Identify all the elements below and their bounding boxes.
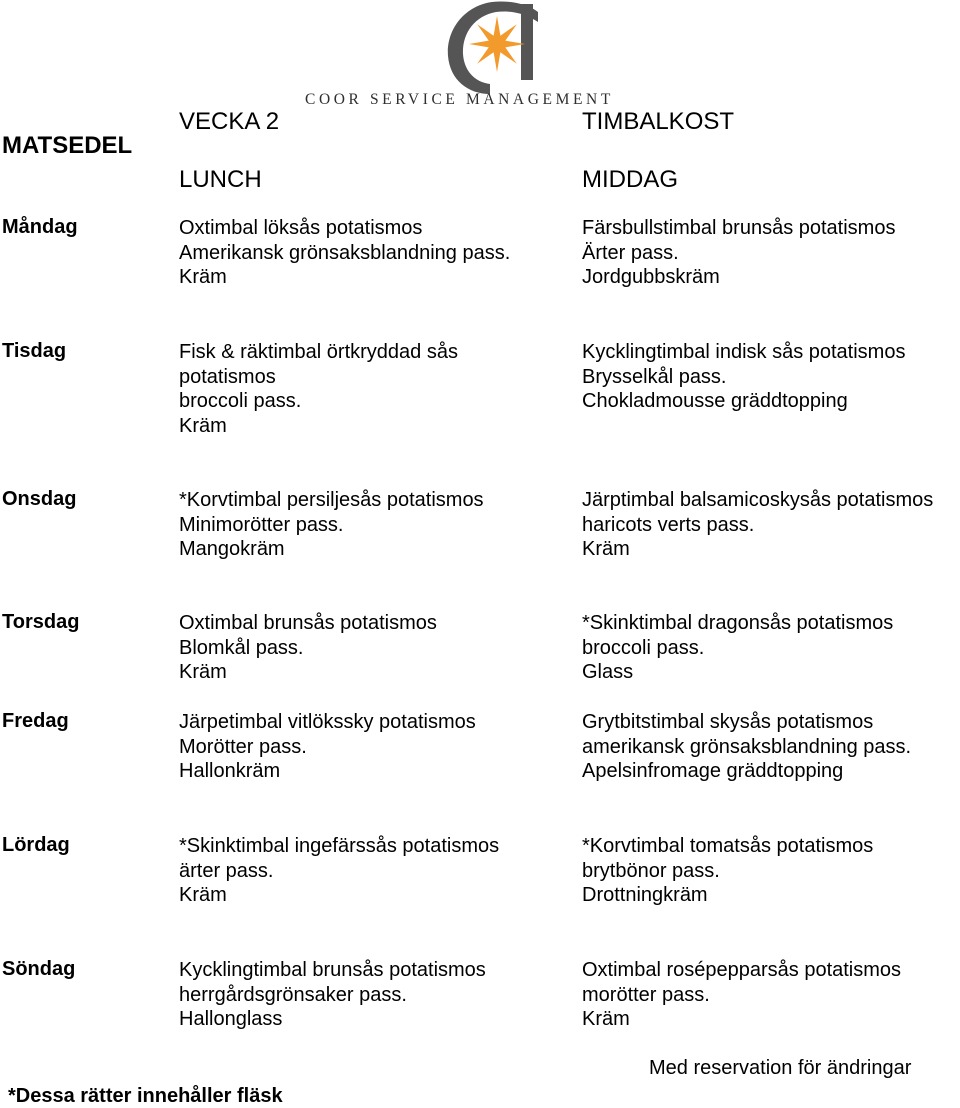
reservation-note: Med reservation för ändringar: [649, 1057, 912, 1079]
lunch-dish-line: Oxtimbal brunsås potatismos: [179, 612, 437, 634]
page-title: MATSEDEL: [2, 132, 133, 159]
day-name: Tisdag: [2, 340, 67, 362]
lunch-dish-line: Kräm: [179, 414, 227, 437]
dinner-dish-line: Järptimbal balsamicoskysås potatismos: [582, 489, 934, 511]
lunch-dish-line: Amerikansk grönsaksblandning pass.: [179, 241, 511, 264]
lunch-dish-line: Kräm: [179, 266, 227, 289]
day-name: Onsdag: [2, 488, 77, 510]
dinner-dish-line: Kycklingtimbal indisk sås potatismos: [582, 341, 906, 363]
dinner-dish-line: morötter pass.: [582, 983, 710, 1006]
dinner-dish-line: Glass: [582, 661, 634, 684]
lunch-dish-line: Mangokräm: [179, 538, 285, 561]
week-label: VECKA 2: [179, 108, 280, 135]
day-name: Torsdag: [2, 611, 80, 633]
dinner-dish-line: Kräm: [582, 1008, 630, 1031]
dinner-dish-line: *Skinktimbal dragonsås potatismos: [582, 612, 894, 634]
lunch-dish-line: Hallonkräm: [179, 760, 281, 783]
dinner-dish-line: Kräm: [582, 538, 630, 561]
dinner-dish-line: broccoli pass.: [582, 636, 705, 659]
star-icon: [469, 16, 525, 72]
dinner-dish-line: Brysselkål pass.: [582, 365, 727, 388]
lunch-heading: LUNCH: [179, 166, 262, 193]
pork-note: *Dessa rätter innehåller fläsk: [8, 1085, 283, 1107]
lunch-cell: [179, 834, 499, 908]
lunch-cell: [179, 216, 510, 290]
dinner-heading: MIDDAG: [582, 166, 678, 193]
dinner-dish-line: brytbönor pass.: [582, 859, 720, 882]
lunch-dish-line: ärter pass.: [179, 859, 274, 882]
lunch-dish-line: Kräm: [179, 661, 227, 684]
dinner-dish-line: Grytbitstimbal skysås potatismos: [582, 711, 874, 733]
lunch-dish-line: *Skinktimbal ingefärssås potatismos: [179, 835, 500, 857]
lunch-cell: [179, 958, 486, 1032]
dinner-dish-line: Oxtimbal rosépepparsås potatismos: [582, 959, 902, 981]
lunch-dish-line: Blomkål pass.: [179, 636, 304, 659]
dinner-cell: [582, 216, 895, 290]
day-name: Fredag: [2, 710, 69, 732]
lunch-dish-line: Oxtimbal löksås potatismos: [179, 217, 423, 239]
dinner-dish-line: Chokladmousse gräddtopping: [582, 390, 848, 413]
day-name: Söndag: [2, 958, 76, 980]
lunch-dish-line: Järpetimbal vitlökssky potatismos: [179, 711, 476, 733]
dinner-dish-line: Jordgubbskräm: [582, 266, 720, 289]
dinner-dish-line: *Korvtimbal tomatsås potatismos: [582, 835, 874, 857]
dinner-cell: [582, 710, 911, 784]
lunch-dish-line: Morötter pass.: [179, 735, 307, 758]
day-name: Lördag: [2, 834, 70, 856]
dinner-dish-line: Drottningkräm: [582, 884, 708, 907]
lunch-dish-line: Kycklingtimbal brunsås potatismos: [179, 959, 486, 981]
day-name: Måndag: [2, 216, 78, 238]
lunch-cell: [179, 611, 437, 685]
dinner-cell: [582, 611, 893, 685]
dinner-cell: [582, 340, 905, 414]
company-name: COOR SERVICE MANAGEMENT: [305, 91, 614, 108]
lunch-cell: [179, 488, 484, 562]
dinner-dish-line: Färsbullstimbal brunsås potatismos: [582, 217, 896, 239]
lunch-dish-line: Kräm: [179, 884, 227, 907]
lunch-dish-line: broccoli pass.: [179, 390, 302, 413]
lunch-dish-line: Fisk & räktimbal örtkryddad sås: [179, 341, 458, 363]
lunch-cell: [179, 340, 458, 438]
dinner-cell: [582, 834, 873, 908]
lunch-dish-line: potatismos: [179, 365, 276, 388]
dinner-cell: [582, 958, 901, 1032]
lunch-dish-line: Hallonglass: [179, 1008, 283, 1031]
diet-type-label: TIMBALKOST: [582, 108, 735, 135]
dinner-dish-line: haricots verts pass.: [582, 513, 755, 536]
lunch-dish-line: *Korvtimbal persiljesås potatismos: [179, 489, 484, 511]
lunch-dish-line: herrgårdsgrönsaker pass.: [179, 983, 407, 1006]
dinner-cell: [582, 488, 933, 562]
dinner-dish-line: amerikansk grönsaksblandning pass.: [582, 735, 912, 758]
lunch-cell: [179, 710, 476, 784]
lunch-dish-line: Minimorötter pass.: [179, 513, 344, 536]
dinner-dish-line: Apelsinfromage gräddtopping: [582, 760, 844, 783]
dinner-dish-line: Ärter pass.: [582, 241, 679, 264]
